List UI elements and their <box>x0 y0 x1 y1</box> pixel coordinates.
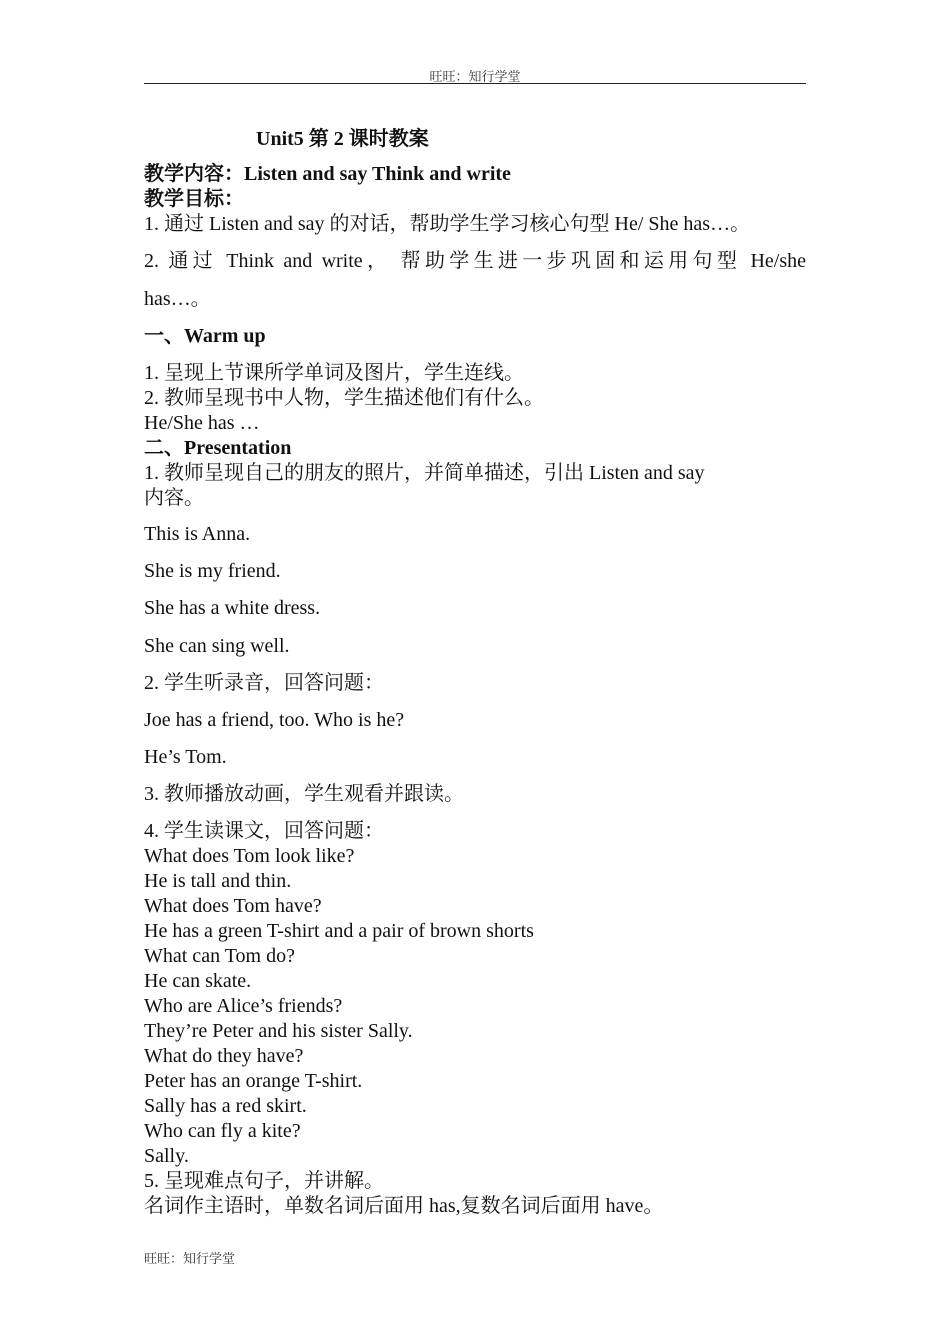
qa-line: What does Tom look like? <box>144 845 355 867</box>
header-divider <box>144 83 806 84</box>
qa-line: They’re Peter and his sister Sally. <box>144 1020 413 1042</box>
example-sentence-2: She is my friend. <box>144 560 281 582</box>
qa-line: Who are Alice’s friends? <box>144 995 343 1017</box>
objective-2-line-1: 2. 通过 Think and write， 帮助学生进一步巩固和运用句型 He/she <box>144 250 806 272</box>
warmup-heading: 一、Warm up <box>144 325 266 347</box>
qa-line: He has a green T-shirt and a pair of brown shorts <box>144 920 534 942</box>
page-header: 旺旺：知行学堂 <box>429 69 521 84</box>
presentation-step-2: 2. 学生听录音，回答问题： <box>144 672 384 694</box>
presentation-step-3: 3. 教师播放动画，学生观看并跟读。 <box>144 783 464 805</box>
qa-line: He can skate. <box>144 970 252 992</box>
presentation-step-4: 4. 学生读课文，回答问题： <box>144 820 384 842</box>
qa-line: Sally has a red skirt. <box>144 1095 307 1117</box>
grammar-note: 名词作主语时，单数名词后面用 has,复数名词后面用 have。 <box>144 1195 664 1217</box>
objective-1: 1. 通过 Listen and say 的对话，帮助学生学习核心句型 He/ She has…。 <box>144 213 751 235</box>
document-title: Unit5 第 2 课时教案 <box>256 128 429 150</box>
warmup-step-2: 2. 教师呈现书中人物，学生描述他们有什么。 <box>144 387 544 409</box>
warmup-sentence: He/She has … <box>144 412 260 434</box>
example-sentence-3: She has a white dress. <box>144 597 321 619</box>
objective-2-line-2: has…。 <box>144 288 211 310</box>
qa-line: What do they have? <box>144 1045 304 1067</box>
presentation-heading: 二、Presentation <box>144 437 292 459</box>
page-footer: 旺旺：知行学堂 <box>144 1251 236 1266</box>
qa-line: What can Tom do? <box>144 945 295 967</box>
question-1: Joe has a friend, too. Who is he? <box>144 709 405 731</box>
qa-line: Sally. <box>144 1145 189 1167</box>
objectives-heading: 教学目标： <box>144 188 244 210</box>
example-sentence-4: She can sing well. <box>144 635 290 657</box>
qa-line: What does Tom have? <box>144 895 322 917</box>
presentation-step-1-line-2: 内容。 <box>144 487 204 509</box>
answer-1: He’s Tom. <box>144 746 227 768</box>
warmup-step-1: 1. 呈现上节课所学单词及图片，学生连线。 <box>144 362 524 384</box>
qa-line: Peter has an orange T-shirt. <box>144 1070 363 1092</box>
teaching-content: 教学内容：Listen and say Think and write <box>144 163 511 185</box>
presentation-step-5: 5. 呈现难点句子，并讲解。 <box>144 1170 384 1192</box>
presentation-step-1-line-1: 1. 教师呈现自己的朋友的照片，并简单描述，引出 Listen and say <box>144 462 705 484</box>
qa-line: Who can fly a kite? <box>144 1120 301 1142</box>
qa-line: He is tall and thin. <box>144 870 292 892</box>
example-sentence-1: This is Anna. <box>144 523 251 545</box>
